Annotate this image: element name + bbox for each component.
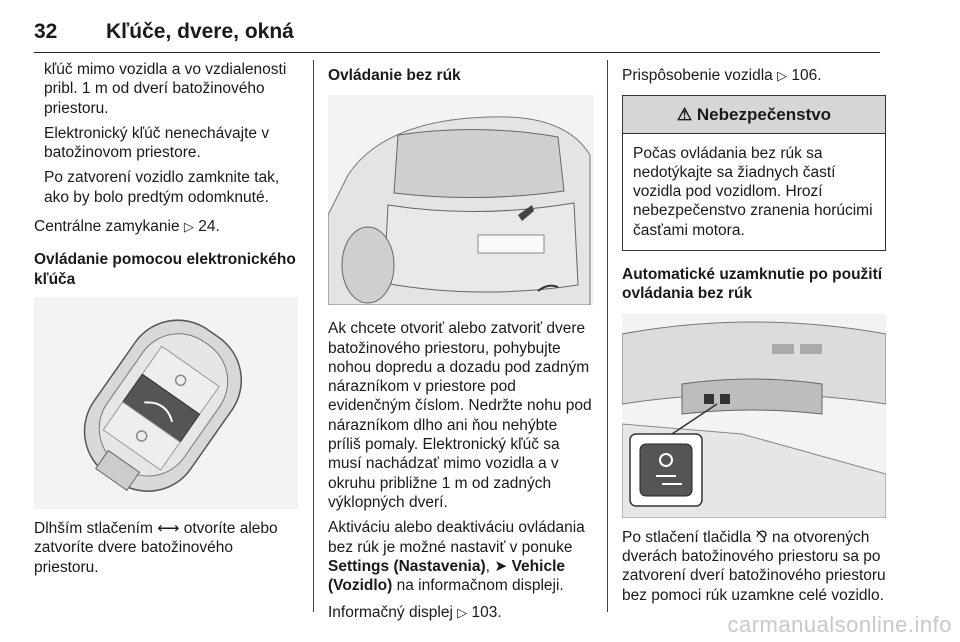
watermark: carmanualsonline.info <box>727 612 952 637</box>
section-heading: Automatické uzamknutie po použití ovládania bez rúk <box>622 266 883 303</box>
warning-text: Počas ovládania bez rúk sa nedotýkajte sa žiadnych častí vozidla pod vozidlom. Hrozí nebezpečenstvo zranenia horúcimi časťami motora. <box>633 144 873 239</box>
paragraph: Elektronický kľúč nenechávajte v batožinovom priestore. <box>44 124 270 162</box>
section-heading: Ovládanie pomocou elektronického kľúča <box>34 251 296 288</box>
tailgate-drawing <box>622 314 886 518</box>
page-header <box>34 12 880 53</box>
menu-item-settings: Settings (Nastavenia) <box>328 557 486 575</box>
menu-item-vehicle: Vehicle (Vozidlo) <box>328 557 566 595</box>
page-ref-icon: ▷ <box>457 605 468 621</box>
page-ref-icon: ▷ <box>777 68 788 83</box>
chapter-title: Kľúče, dvere, okná <box>106 20 294 43</box>
column-middle <box>328 60 594 629</box>
column-left <box>34 60 298 583</box>
page-ref-icon: ▷ <box>183 219 194 235</box>
warning-triangle-icon: ⚠ <box>676 105 693 125</box>
tailgate-button-illustration <box>622 314 886 518</box>
paragraph: kľúč mimo vozidla a vo vzdialenosti pribl. 1 m od dverí batožinového priestoru. <box>44 61 287 117</box>
warning-box <box>622 95 886 251</box>
column-divider <box>313 60 314 612</box>
cross-reference: Informačný displej ▷ 103. <box>328 604 502 622</box>
cross-reference: Centrálne zamykanie ▷ 24. <box>34 218 220 236</box>
paragraph: Po zatvorení vozidlo zamknite tak, ako by bolo predtým odomknuté. <box>44 169 280 206</box>
cross-reference: Prispôsobenie vozidla ▷ 106. <box>622 67 822 84</box>
figure-caption: Po stlačení tlačidla ⅋ na otvorených dverách batožinového priestoru sa po zatvorení dverí batožinového priestoru bez pomoci rúk uzamkne celé vozidlo. <box>622 528 886 604</box>
menu-arrow-icon: ➤ <box>494 557 508 575</box>
paragraph: Ak chcete otvoriť alebo zatvoriť dvere batožinového priestoru, pohybujte nohou dopredu a dozadu pod zadným nárazníkom v priestore pod evidenčným číslom. Nedržte nohu pod nárazníkom dlho ani ňou nehýbte príliš pomaly. Elektronický kľúč sa musí nachádzať mimo vozidla a v okruhu približne 1 m od zadných výklopných dverí. <box>328 320 592 511</box>
column-divider <box>607 60 608 612</box>
key-fob-drawing <box>34 297 298 509</box>
figure-caption: Dlhším stlačením ⟷ otvoríte alebo zatvoríte dvere batožinového priestoru. <box>34 519 278 576</box>
column-right <box>622 60 886 611</box>
section-heading: Ovládanie bez rúk <box>328 67 461 84</box>
paragraph: Aktiváciu alebo deaktiváciu ovládania bez rúk je možné nastaviť v ponuke Settings (Nastavenia), ➤ Vehicle (Vozidlo) na informačnom displeji. <box>328 519 585 595</box>
lock-button-icon: ⅋ <box>755 528 768 546</box>
warning-header: ⚠ Nebezpečenstvo <box>623 96 885 133</box>
trunk-icon: ⟷ <box>157 519 180 537</box>
car-rear-drawing <box>328 95 594 305</box>
hands-free-illustration <box>328 95 594 305</box>
page-number: 32 <box>34 20 58 43</box>
key-fob-illustration <box>34 297 298 509</box>
